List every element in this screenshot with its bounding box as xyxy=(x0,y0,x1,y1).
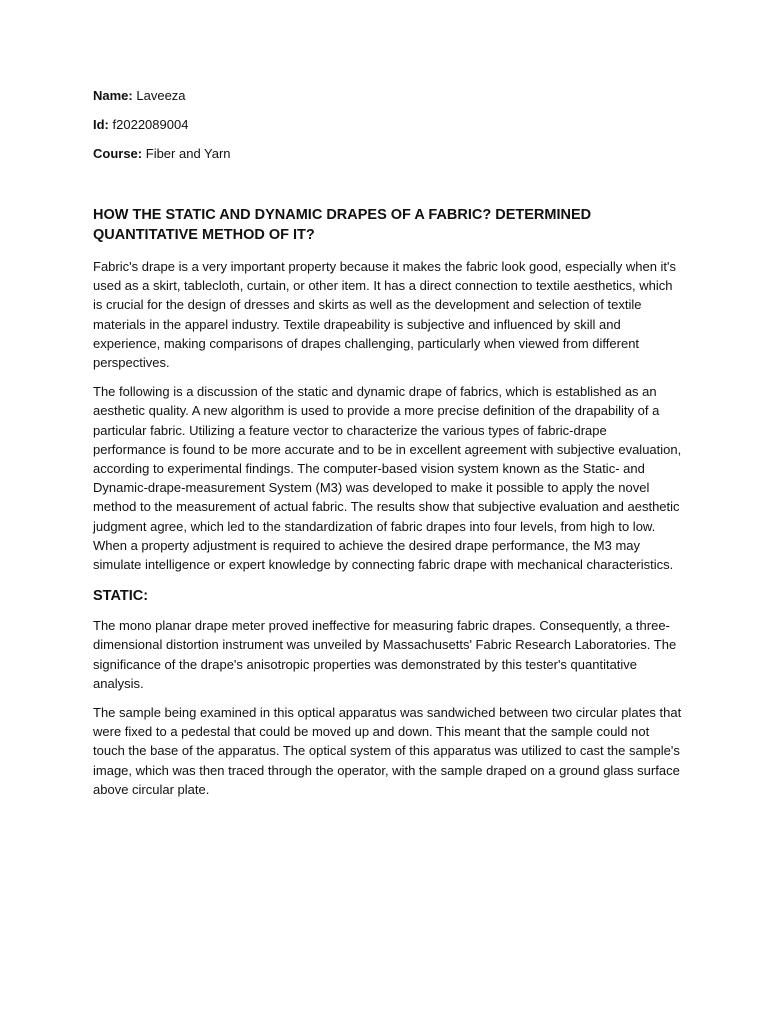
student-id-line xyxy=(93,115,683,135)
static-paragraph-2: The sample being examined in this optical apparatus was sandwiched between two circular plates that were fixed to a pedestal that could be moved up and down. This meant that the sample could not touch the base of the apparatus. The optical system of this apparatus was utilized to cast the sample's image, which was then traced through the operator, with the sample draped on a ground glass surface above circular plate. xyxy=(93,705,682,797)
id-value: f2022089004 xyxy=(112,117,189,132)
name-label: Name: xyxy=(93,88,133,103)
course-value: Fiber and Yarn xyxy=(145,146,231,161)
document-title: HOW THE STATIC AND DYNAMIC DRAPES OF A FABRIC? DETERMINED QUANTITATIVE METHOD OF IT? xyxy=(93,207,592,243)
intro-paragraph-1: Fabric's drape is a very important property because it makes the fabric look good, especially when it's used as a skirt, tablecloth, curtain, or other item. It has a direct connection to textile aesthetics, which is crucial for the design of dresses and skirts as well as the development and selection of textile materials in the apparel industry. Textile drapeability is subjective and influenced by skill and experience, making comparisons of drapes challenging, particularly when viewed from different perspectives. xyxy=(93,259,677,371)
name-value: Laveeza xyxy=(136,88,186,103)
document-content xyxy=(93,86,683,809)
course-label: Course: xyxy=(93,146,143,161)
intro-paragraph-2: The following is a discussion of the static and dynamic drape of fabrics, which is established as an aesthetic quality. A new algorithm is used to provide a more precise definition of the drapability of a particular fabric. Utilizing a feature vector to characterize the various types of fabric-drape performance is found to be more accurate and to be in excellent agreement with subjective evaluation, according to experimental findings. The computer-based vision system known as the Static- and Dynamic-drape-measurement System (M3) was developed to make it possible to apply the novel method to the measurement of actual fabric. The results show that subjective evaluation and aesthetic judgment agree, which led to the standardization of fabric drapes into four levels, from high to low. When a property adjustment is required to achieve the desired drape performance, the M3 may simulate intelligence or expert knowledge by connecting fabric drape with mechanical characteristics. xyxy=(93,384,682,573)
static-paragraph-1: The mono planar drape meter proved ineffective for measuring fabric drapes. Consequently, a three-dimensional distortion instrument was unveiled by Massachusetts' Fabric Research Laboratories. The significance of the drape's anisotropic properties was demonstrated by this tester's quantitative analysis. xyxy=(93,618,677,691)
student-name-line xyxy=(93,86,683,106)
static-section-heading: STATIC: xyxy=(93,588,149,605)
id-label: Id: xyxy=(93,117,109,132)
course-line xyxy=(93,144,683,164)
